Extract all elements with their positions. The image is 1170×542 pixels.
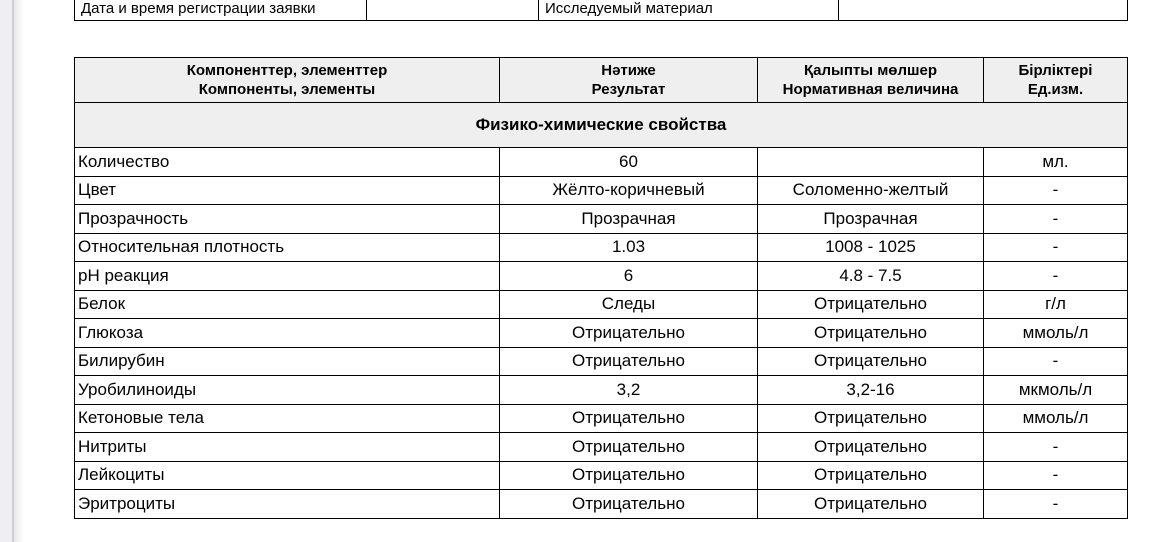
result-value: Отрицательно xyxy=(500,404,758,433)
page-edge-shadow xyxy=(14,0,24,542)
unit-value: - xyxy=(984,262,1128,291)
material-value xyxy=(839,0,1128,21)
result-value: Жёлто-коричневый xyxy=(500,176,758,205)
normative-value: 3,2-16 xyxy=(758,376,984,405)
unit-value: - xyxy=(984,490,1128,519)
component-name: Цвет xyxy=(75,176,500,205)
result-value: Отрицательно xyxy=(500,319,758,348)
unit-value: - xyxy=(984,205,1128,234)
component-name: Количество xyxy=(75,148,500,177)
component-name: Глюкоза xyxy=(75,319,500,348)
material-label: Исследуемый материал xyxy=(539,0,839,21)
component-name: Нитриты xyxy=(75,433,500,462)
result-value: 3,2 xyxy=(500,376,758,405)
table-row xyxy=(75,290,1128,319)
result-value: Отрицательно xyxy=(500,461,758,490)
result-value: 60 xyxy=(500,148,758,177)
unit-value: г/л xyxy=(984,290,1128,319)
component-name: pH реакция xyxy=(75,262,500,291)
result-value: Отрицательно xyxy=(500,433,758,462)
header-normative-value: Қалыпты мөлшер Нормативная величина xyxy=(758,58,984,103)
normative-value: Отрицательно xyxy=(758,490,984,519)
table-row xyxy=(75,262,1128,291)
unit-value: ммоль/л xyxy=(984,319,1128,348)
component-name: Лейкоциты xyxy=(75,461,500,490)
normative-value: Прозрачная xyxy=(758,205,984,234)
component-name: Относительная плотность xyxy=(75,233,500,262)
header-components: Компоненттер, элементтер Компоненты, элементы xyxy=(75,58,500,103)
normative-value: Соломенно-желтый xyxy=(758,176,984,205)
result-value: Отрицательно xyxy=(500,490,758,519)
component-name: Эритроциты xyxy=(75,490,500,519)
normative-value: 4.8 - 7.5 xyxy=(758,262,984,291)
unit-value: - xyxy=(984,433,1128,462)
unit-value: мкмоль/л xyxy=(984,376,1128,405)
registration-info-row xyxy=(75,0,1128,21)
registration-datetime-value xyxy=(367,0,539,21)
table-header-row xyxy=(75,58,1128,103)
component-name: Прозрачность xyxy=(75,205,500,234)
result-value: Следы xyxy=(500,290,758,319)
component-name: Билирубин xyxy=(75,347,500,376)
component-name: Белок xyxy=(75,290,500,319)
result-value: Отрицательно xyxy=(500,347,758,376)
section-header-row xyxy=(75,103,1128,148)
normative-value: Отрицательно xyxy=(758,404,984,433)
table-row xyxy=(75,433,1128,462)
table-row xyxy=(75,233,1128,262)
result-value: 6 xyxy=(500,262,758,291)
registration-datetime-label: Дата и время регистрации заявки xyxy=(75,0,367,21)
result-value: 1.03 xyxy=(500,233,758,262)
unit-value: ммоль/л xyxy=(984,404,1128,433)
table-row xyxy=(75,319,1128,348)
component-name: Кетоновые тела xyxy=(75,404,500,433)
normative-value: Отрицательно xyxy=(758,461,984,490)
normative-value xyxy=(758,148,984,177)
component-name: Уробилиноиды xyxy=(75,376,500,405)
unit-value: - xyxy=(984,461,1128,490)
registration-info-table xyxy=(74,0,1128,21)
table-row xyxy=(75,461,1128,490)
table-row xyxy=(75,148,1128,177)
table-row xyxy=(75,205,1128,234)
urinalysis-results-table xyxy=(74,57,1128,519)
table-row xyxy=(75,176,1128,205)
table-row xyxy=(75,490,1128,519)
section-title: Физико-химические свойства xyxy=(75,103,1128,148)
results-body xyxy=(75,148,1128,519)
unit-value: - xyxy=(984,233,1128,262)
unit-value: - xyxy=(984,176,1128,205)
unit-value: мл. xyxy=(984,148,1128,177)
result-value: Прозрачная xyxy=(500,205,758,234)
normative-value: 1008 - 1025 xyxy=(758,233,984,262)
table-row xyxy=(75,347,1128,376)
normative-value: Отрицательно xyxy=(758,433,984,462)
normative-value: Отрицательно xyxy=(758,319,984,348)
table-row xyxy=(75,404,1128,433)
normative-value: Отрицательно xyxy=(758,290,984,319)
viewer-side-strip xyxy=(0,0,14,542)
header-units: Бірліктері Ед.изм. xyxy=(984,58,1128,103)
unit-value: - xyxy=(984,347,1128,376)
header-result: Нәтиже Результат xyxy=(500,58,758,103)
normative-value: Отрицательно xyxy=(758,347,984,376)
table-row xyxy=(75,376,1128,405)
